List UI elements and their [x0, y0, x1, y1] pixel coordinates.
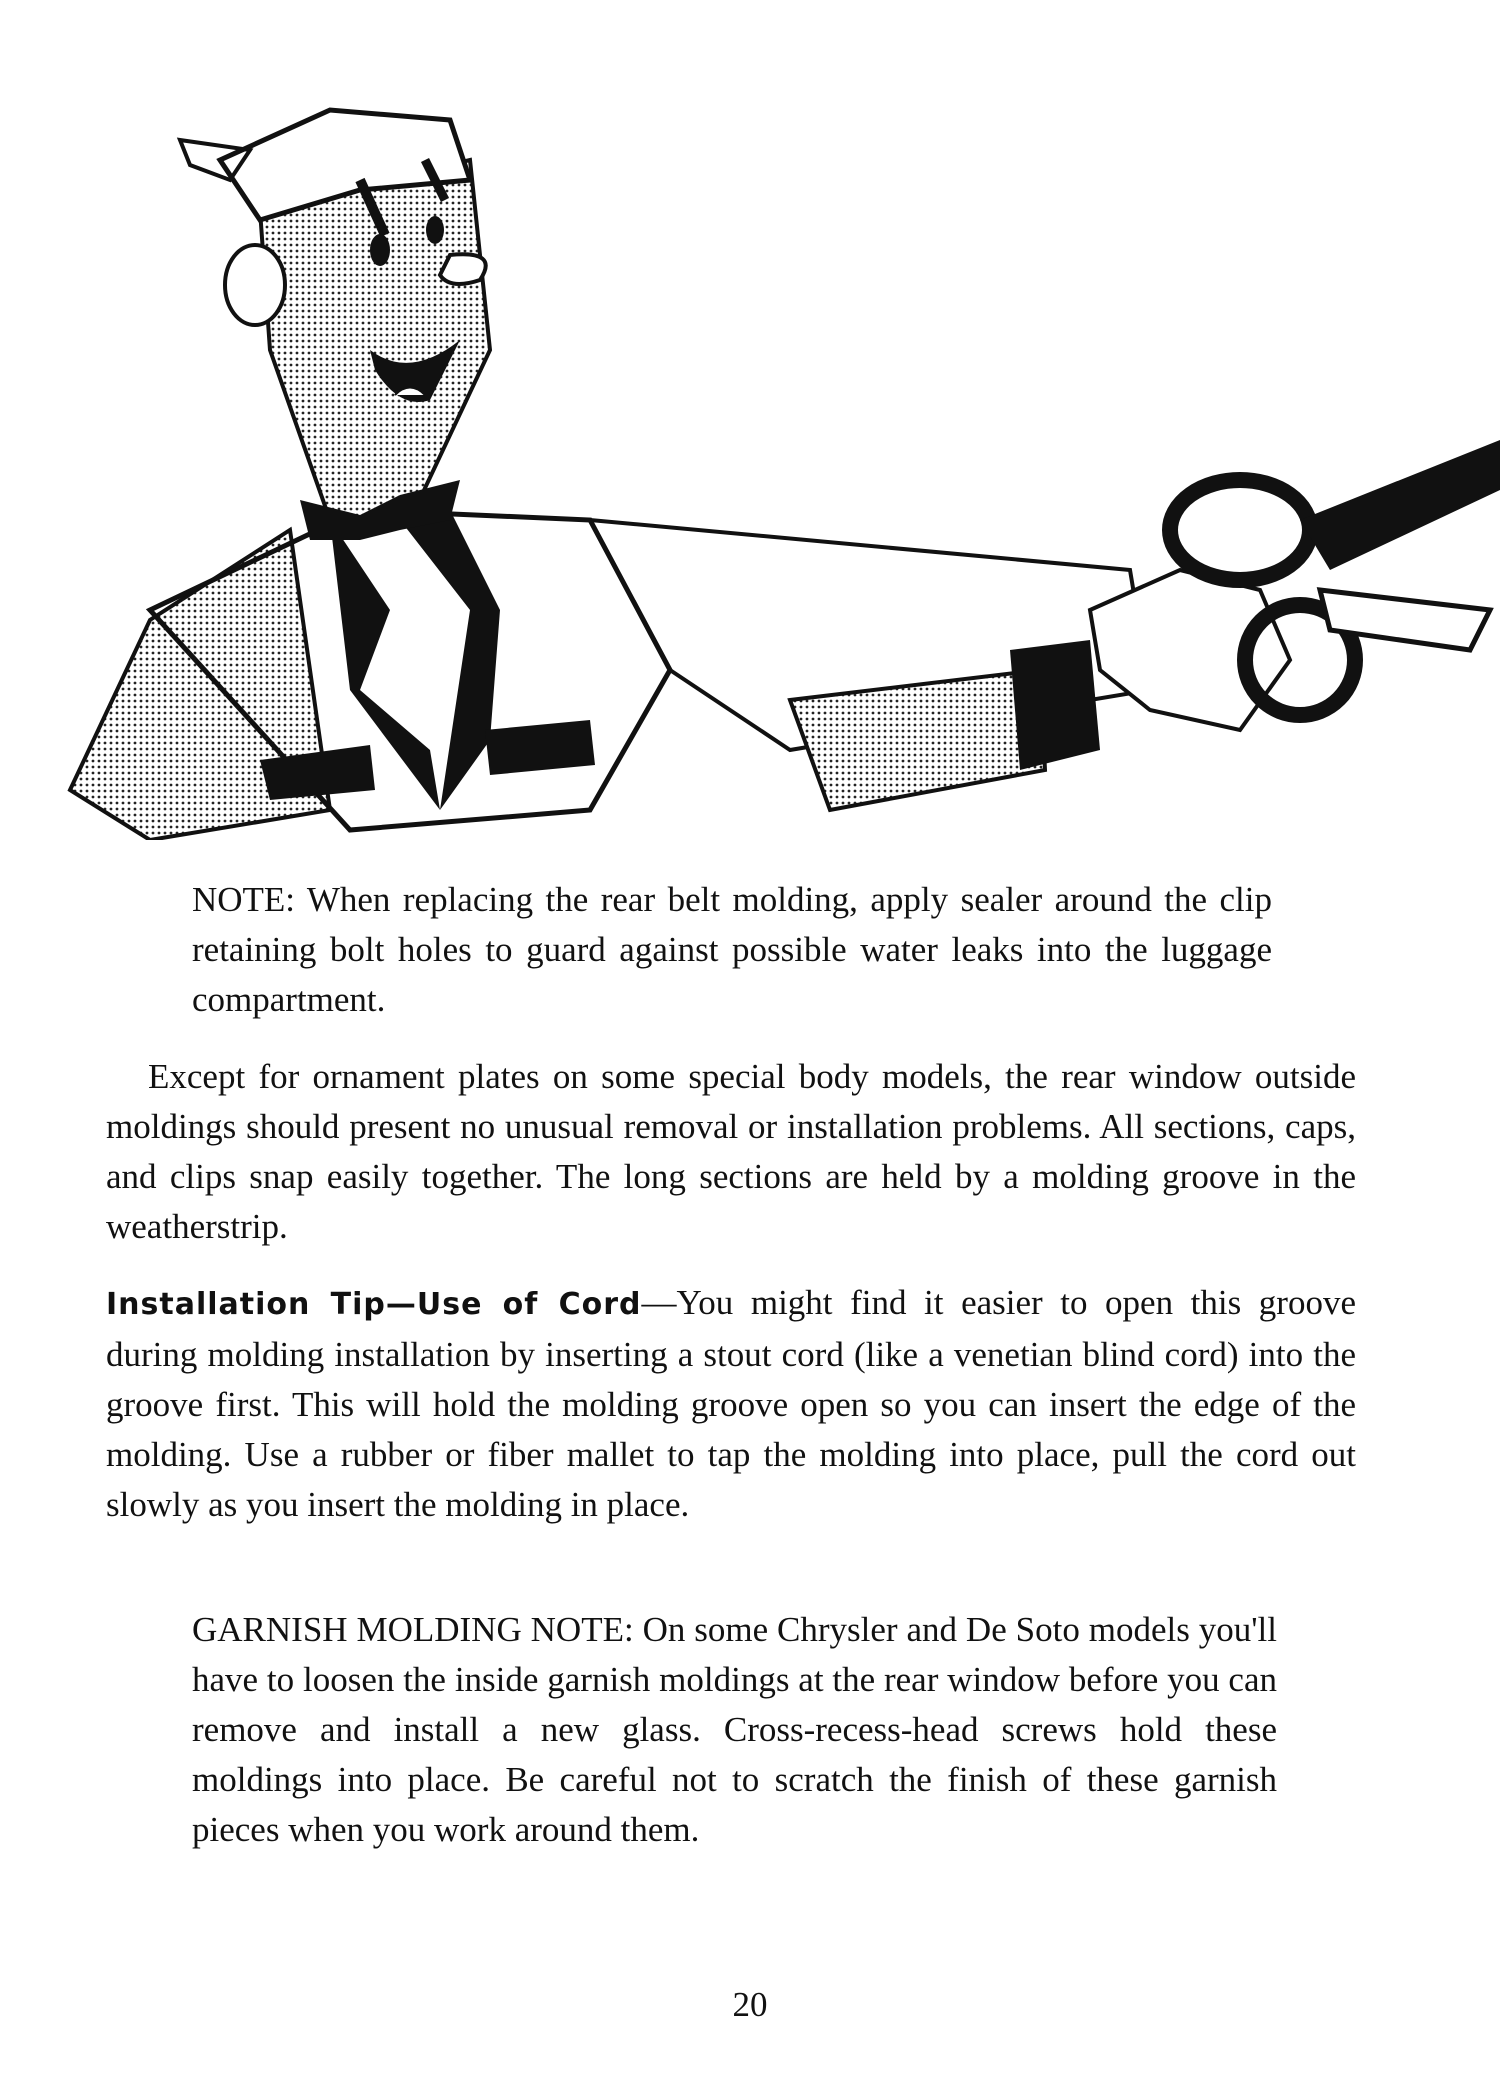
tip-body: —You might find it easier to open this groove during molding installation by inserting a stout cord (like a venetian blind cord) into the groove first. This will hold the molding groove open so you can insert the edge of the molding. Use a rubber or fiber mallet to tap the molding into place, pull the cord out slowly as you insert the molding in place.: [106, 1283, 1356, 1524]
note-paragraph: NOTE: When replacing the rear belt molding, apply sealer around the clip retaining bolt holes to guard against possible water leaks into the luggage compartment.: [192, 880, 1272, 1019]
body-paragraph: Except for ornament plates on some special body models, the rear window outside moldings should present no unusual removal or installation problems. All sections, caps, and clips snap easily together. The long sections are held by a molding groove in the weatherstrip.: [106, 1057, 1356, 1246]
page-number: 20: [732, 1985, 768, 2024]
garnish-note-paragraph: GARNISH MOLDING NOTE: On some Chrysler and De Soto models you'll have to loosen the inside garnish moldings at the rear window before you can remove and install a new glass. Cross-recess-head screws hold these moldings into place. Be careful not to scratch the finish of these garnish pieces when you work around them.: [192, 1610, 1277, 1849]
mechanic-illustration: [30, 50, 1500, 840]
tip-heading: Installation Tip—Use of Cord: [106, 1287, 642, 1322]
installation-tip-paragraph: [106, 1278, 1356, 1530]
